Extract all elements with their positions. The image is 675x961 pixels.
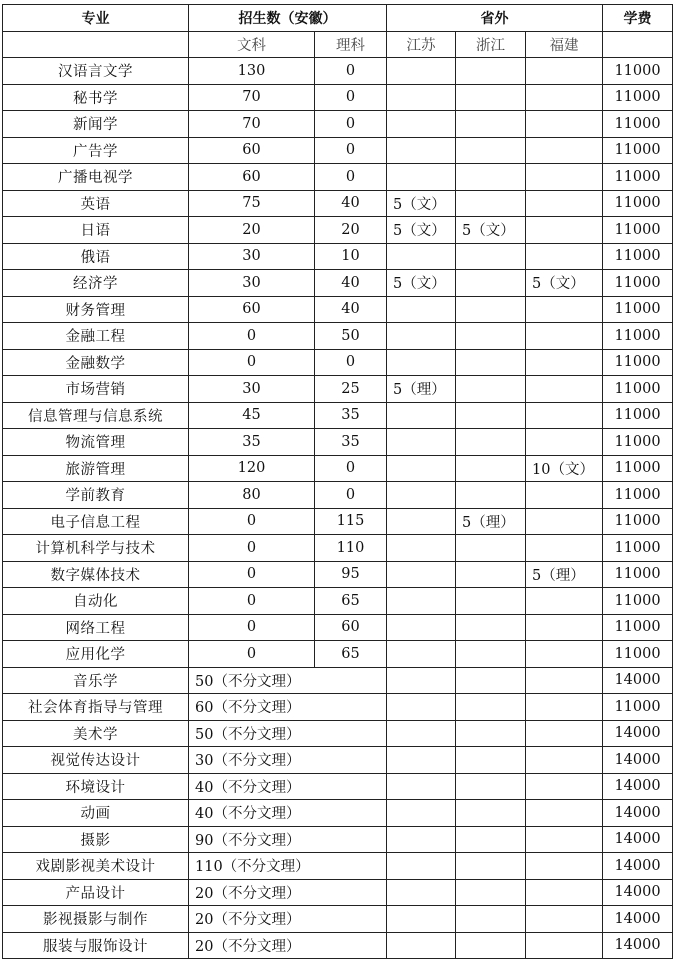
fujian-cell: 5（文）	[526, 270, 603, 297]
major-cell: 应用化学	[3, 641, 189, 668]
table-row	[3, 641, 673, 668]
header-row-primary	[3, 5, 673, 32]
tuition-cell: 14000	[603, 906, 673, 933]
table-row	[3, 164, 673, 191]
arts-count-cell: 30	[189, 243, 315, 270]
tuition-cell: 14000	[603, 826, 673, 853]
jiangsu-cell	[387, 164, 456, 191]
table-row	[3, 296, 673, 323]
major-cell: 网络工程	[3, 614, 189, 641]
fujian-cell	[526, 614, 603, 641]
major-cell: 日语	[3, 217, 189, 244]
tuition-cell: 11000	[603, 349, 673, 376]
tuition-cell: 11000	[603, 323, 673, 350]
tuition-cell: 11000	[603, 482, 673, 509]
jiangsu-cell	[387, 667, 456, 694]
tuition-cell: 11000	[603, 296, 673, 323]
zhejiang-cell	[456, 429, 526, 456]
jiangsu-cell	[387, 853, 456, 880]
table-row	[3, 217, 673, 244]
jiangsu-cell	[387, 111, 456, 138]
tuition-cell: 11000	[603, 164, 673, 191]
major-cell: 自动化	[3, 588, 189, 615]
zhejiang-cell	[456, 137, 526, 164]
science-count-cell: 0	[315, 84, 387, 111]
table-row	[3, 349, 673, 376]
arts-count-cell: 20	[189, 217, 315, 244]
major-cell: 俄语	[3, 243, 189, 270]
arts-count-cell: 0	[189, 323, 315, 350]
table-row	[3, 694, 673, 721]
header-blank	[3, 31, 189, 58]
major-cell: 视觉传达设计	[3, 747, 189, 774]
header-science: 理科	[315, 31, 387, 58]
combined-enrollment-cell: 110（不分文理）	[189, 853, 387, 880]
science-count-cell: 50	[315, 323, 387, 350]
table-row	[3, 932, 673, 959]
science-count-cell: 0	[315, 137, 387, 164]
zhejiang-cell	[456, 667, 526, 694]
science-count-cell: 40	[315, 296, 387, 323]
combined-enrollment-cell: 30（不分文理）	[189, 747, 387, 774]
fujian-cell	[526, 720, 603, 747]
tuition-cell: 11000	[603, 84, 673, 111]
arts-count-cell: 60	[189, 296, 315, 323]
combined-enrollment-cell: 50（不分文理）	[189, 720, 387, 747]
table-row	[3, 270, 673, 297]
science-count-cell: 40	[315, 190, 387, 217]
tuition-cell: 11000	[603, 190, 673, 217]
arts-count-cell: 80	[189, 482, 315, 509]
table-row	[3, 402, 673, 429]
combined-enrollment-cell: 40（不分文理）	[189, 800, 387, 827]
major-cell: 环境设计	[3, 773, 189, 800]
major-cell: 广播电视学	[3, 164, 189, 191]
arts-count-cell: 0	[189, 641, 315, 668]
major-cell: 新闻学	[3, 111, 189, 138]
jiangsu-cell	[387, 402, 456, 429]
science-count-cell: 25	[315, 376, 387, 403]
arts-count-cell: 70	[189, 84, 315, 111]
header-row-secondary	[3, 31, 673, 58]
zhejiang-cell	[456, 164, 526, 191]
fujian-cell	[526, 190, 603, 217]
header-out-of-province: 省外	[387, 5, 603, 32]
science-count-cell: 0	[315, 455, 387, 482]
science-count-cell: 0	[315, 58, 387, 85]
arts-count-cell: 70	[189, 111, 315, 138]
zhejiang-cell	[456, 296, 526, 323]
table-row	[3, 906, 673, 933]
tuition-cell: 14000	[603, 853, 673, 880]
fujian-cell	[526, 349, 603, 376]
zhejiang-cell	[456, 773, 526, 800]
table-row	[3, 137, 673, 164]
science-count-cell: 110	[315, 535, 387, 562]
arts-count-cell: 0	[189, 588, 315, 615]
fujian-cell	[526, 535, 603, 562]
fujian-cell	[526, 137, 603, 164]
zhejiang-cell	[456, 826, 526, 853]
major-cell: 学前教育	[3, 482, 189, 509]
major-cell: 电子信息工程	[3, 508, 189, 535]
header-enrollment-anhui: 招生数（安徽）	[189, 5, 387, 32]
science-count-cell: 35	[315, 429, 387, 456]
major-cell: 音乐学	[3, 667, 189, 694]
fujian-cell	[526, 402, 603, 429]
tuition-cell: 14000	[603, 747, 673, 774]
arts-count-cell: 0	[189, 349, 315, 376]
table-row	[3, 879, 673, 906]
fujian-cell	[526, 800, 603, 827]
tuition-cell: 11000	[603, 402, 673, 429]
jiangsu-cell	[387, 243, 456, 270]
major-cell: 物流管理	[3, 429, 189, 456]
zhejiang-cell	[456, 535, 526, 562]
jiangsu-cell	[387, 906, 456, 933]
zhejiang-cell	[456, 270, 526, 297]
major-cell: 英语	[3, 190, 189, 217]
science-count-cell: 40	[315, 270, 387, 297]
fujian-cell	[526, 853, 603, 880]
jiangsu-cell	[387, 800, 456, 827]
fujian-cell	[526, 747, 603, 774]
major-cell: 广告学	[3, 137, 189, 164]
fujian-cell	[526, 429, 603, 456]
jiangsu-cell: 5（文）	[387, 217, 456, 244]
zhejiang-cell	[456, 376, 526, 403]
fujian-cell	[526, 217, 603, 244]
header-major: 专业	[3, 5, 189, 32]
combined-enrollment-cell: 20（不分文理）	[189, 932, 387, 959]
tuition-cell: 14000	[603, 667, 673, 694]
fujian-cell	[526, 296, 603, 323]
zhejiang-cell	[456, 323, 526, 350]
table-row	[3, 667, 673, 694]
tuition-cell: 11000	[603, 243, 673, 270]
fujian-cell	[526, 694, 603, 721]
arts-count-cell: 0	[189, 508, 315, 535]
jiangsu-cell	[387, 58, 456, 85]
jiangsu-cell	[387, 826, 456, 853]
combined-enrollment-cell: 40（不分文理）	[189, 773, 387, 800]
tuition-cell: 11000	[603, 694, 673, 721]
jiangsu-cell	[387, 879, 456, 906]
tuition-cell: 11000	[603, 111, 673, 138]
zhejiang-cell	[456, 800, 526, 827]
zhejiang-cell	[456, 482, 526, 509]
jiangsu-cell	[387, 508, 456, 535]
arts-count-cell: 60	[189, 164, 315, 191]
combined-enrollment-cell: 90（不分文理）	[189, 826, 387, 853]
table-row	[3, 111, 673, 138]
table-row	[3, 588, 673, 615]
major-cell: 财务管理	[3, 296, 189, 323]
arts-count-cell: 130	[189, 58, 315, 85]
fujian-cell	[526, 773, 603, 800]
arts-count-cell: 0	[189, 561, 315, 588]
science-count-cell: 20	[315, 217, 387, 244]
fujian-cell	[526, 164, 603, 191]
tuition-cell: 14000	[603, 773, 673, 800]
zhejiang-cell	[456, 932, 526, 959]
science-count-cell: 65	[315, 588, 387, 615]
header-tuition: 学费	[603, 5, 673, 32]
tuition-cell: 11000	[603, 270, 673, 297]
jiangsu-cell	[387, 323, 456, 350]
major-cell: 戏剧影视美术设计	[3, 853, 189, 880]
fujian-cell	[526, 641, 603, 668]
table-row	[3, 429, 673, 456]
table-row	[3, 376, 673, 403]
table-row	[3, 720, 673, 747]
jiangsu-cell	[387, 84, 456, 111]
jiangsu-cell: 5（理）	[387, 376, 456, 403]
fujian-cell: 10（文）	[526, 455, 603, 482]
arts-count-cell: 60	[189, 137, 315, 164]
major-cell: 汉语言文学	[3, 58, 189, 85]
table-row	[3, 747, 673, 774]
jiangsu-cell	[387, 694, 456, 721]
tuition-cell: 14000	[603, 800, 673, 827]
tuition-cell: 11000	[603, 535, 673, 562]
jiangsu-cell	[387, 588, 456, 615]
table-row	[3, 508, 673, 535]
fujian-cell	[526, 243, 603, 270]
fujian-cell	[526, 111, 603, 138]
tuition-cell: 11000	[603, 561, 673, 588]
science-count-cell: 0	[315, 349, 387, 376]
zhejiang-cell	[456, 641, 526, 668]
jiangsu-cell	[387, 720, 456, 747]
zhejiang-cell	[456, 349, 526, 376]
table-row	[3, 190, 673, 217]
table-row	[3, 482, 673, 509]
table-row	[3, 614, 673, 641]
table-row	[3, 561, 673, 588]
major-cell: 影视摄影与制作	[3, 906, 189, 933]
tuition-cell: 11000	[603, 376, 673, 403]
header-fujian: 福建	[526, 31, 603, 58]
fujian-cell	[526, 508, 603, 535]
zhejiang-cell	[456, 720, 526, 747]
header-blank-tuition	[603, 31, 673, 58]
table-row	[3, 800, 673, 827]
fujian-cell	[526, 826, 603, 853]
tuition-cell: 14000	[603, 879, 673, 906]
jiangsu-cell: 5（文）	[387, 190, 456, 217]
major-cell: 信息管理与信息系统	[3, 402, 189, 429]
science-count-cell: 0	[315, 164, 387, 191]
enrollment-table	[2, 4, 673, 959]
major-cell: 服装与服饰设计	[3, 932, 189, 959]
tuition-cell: 11000	[603, 588, 673, 615]
zhejiang-cell	[456, 614, 526, 641]
jiangsu-cell	[387, 455, 456, 482]
header-zhejiang: 浙江	[456, 31, 526, 58]
tuition-cell: 11000	[603, 137, 673, 164]
major-cell: 金融工程	[3, 323, 189, 350]
major-cell: 产品设计	[3, 879, 189, 906]
fujian-cell	[526, 482, 603, 509]
science-count-cell: 60	[315, 614, 387, 641]
jiangsu-cell	[387, 296, 456, 323]
major-cell: 秘书学	[3, 84, 189, 111]
science-count-cell: 65	[315, 641, 387, 668]
jiangsu-cell	[387, 482, 456, 509]
tuition-cell: 11000	[603, 508, 673, 535]
table-row	[3, 773, 673, 800]
table-row	[3, 84, 673, 111]
zhejiang-cell	[456, 455, 526, 482]
table-row	[3, 826, 673, 853]
fujian-cell	[526, 879, 603, 906]
major-cell: 旅游管理	[3, 455, 189, 482]
tuition-cell: 11000	[603, 614, 673, 641]
science-count-cell: 35	[315, 402, 387, 429]
tuition-cell: 11000	[603, 217, 673, 244]
jiangsu-cell	[387, 137, 456, 164]
header-jiangsu: 江苏	[387, 31, 456, 58]
science-count-cell: 95	[315, 561, 387, 588]
fujian-cell	[526, 667, 603, 694]
arts-count-cell: 0	[189, 535, 315, 562]
zhejiang-cell: 5（文）	[456, 217, 526, 244]
fujian-cell	[526, 376, 603, 403]
table-row	[3, 58, 673, 85]
zhejiang-cell	[456, 402, 526, 429]
table-row	[3, 243, 673, 270]
fujian-cell	[526, 84, 603, 111]
tuition-cell: 11000	[603, 455, 673, 482]
zhejiang-cell	[456, 853, 526, 880]
major-cell: 市场营销	[3, 376, 189, 403]
major-cell: 数字媒体技术	[3, 561, 189, 588]
table-row	[3, 535, 673, 562]
combined-enrollment-cell: 20（不分文理）	[189, 879, 387, 906]
major-cell: 金融数学	[3, 349, 189, 376]
fujian-cell	[526, 932, 603, 959]
zhejiang-cell: 5（理）	[456, 508, 526, 535]
arts-count-cell: 35	[189, 429, 315, 456]
zhejiang-cell	[456, 879, 526, 906]
major-cell: 经济学	[3, 270, 189, 297]
jiangsu-cell	[387, 614, 456, 641]
fujian-cell: 5（理）	[526, 561, 603, 588]
jiangsu-cell	[387, 561, 456, 588]
jiangsu-cell	[387, 535, 456, 562]
jiangsu-cell	[387, 773, 456, 800]
fujian-cell	[526, 588, 603, 615]
combined-enrollment-cell: 50（不分文理）	[189, 667, 387, 694]
major-cell: 动画	[3, 800, 189, 827]
tuition-cell: 14000	[603, 720, 673, 747]
fujian-cell	[526, 323, 603, 350]
jiangsu-cell	[387, 349, 456, 376]
major-cell: 美术学	[3, 720, 189, 747]
tuition-cell: 11000	[603, 58, 673, 85]
zhejiang-cell	[456, 588, 526, 615]
fujian-cell	[526, 906, 603, 933]
science-count-cell: 10	[315, 243, 387, 270]
major-cell: 计算机科学与技术	[3, 535, 189, 562]
arts-count-cell: 30	[189, 270, 315, 297]
zhejiang-cell	[456, 190, 526, 217]
zhejiang-cell	[456, 243, 526, 270]
science-count-cell: 115	[315, 508, 387, 535]
zhejiang-cell	[456, 906, 526, 933]
header-arts: 文科	[189, 31, 315, 58]
table-row	[3, 323, 673, 350]
tuition-cell: 11000	[603, 641, 673, 668]
science-count-cell: 0	[315, 482, 387, 509]
science-count-cell: 0	[315, 111, 387, 138]
combined-enrollment-cell: 20（不分文理）	[189, 906, 387, 933]
jiangsu-cell	[387, 641, 456, 668]
arts-count-cell: 75	[189, 190, 315, 217]
arts-count-cell: 45	[189, 402, 315, 429]
zhejiang-cell	[456, 561, 526, 588]
zhejiang-cell	[456, 747, 526, 774]
major-cell: 社会体育指导与管理	[3, 694, 189, 721]
major-cell: 摄影	[3, 826, 189, 853]
tuition-cell: 11000	[603, 429, 673, 456]
table-row	[3, 455, 673, 482]
table-row	[3, 853, 673, 880]
zhejiang-cell	[456, 111, 526, 138]
fujian-cell	[526, 58, 603, 85]
arts-count-cell: 0	[189, 614, 315, 641]
jiangsu-cell	[387, 932, 456, 959]
jiangsu-cell: 5（文）	[387, 270, 456, 297]
arts-count-cell: 120	[189, 455, 315, 482]
zhejiang-cell	[456, 84, 526, 111]
tuition-cell: 14000	[603, 932, 673, 959]
combined-enrollment-cell: 60（不分文理）	[189, 694, 387, 721]
arts-count-cell: 30	[189, 376, 315, 403]
jiangsu-cell	[387, 747, 456, 774]
jiangsu-cell	[387, 429, 456, 456]
zhejiang-cell	[456, 58, 526, 85]
zhejiang-cell	[456, 694, 526, 721]
